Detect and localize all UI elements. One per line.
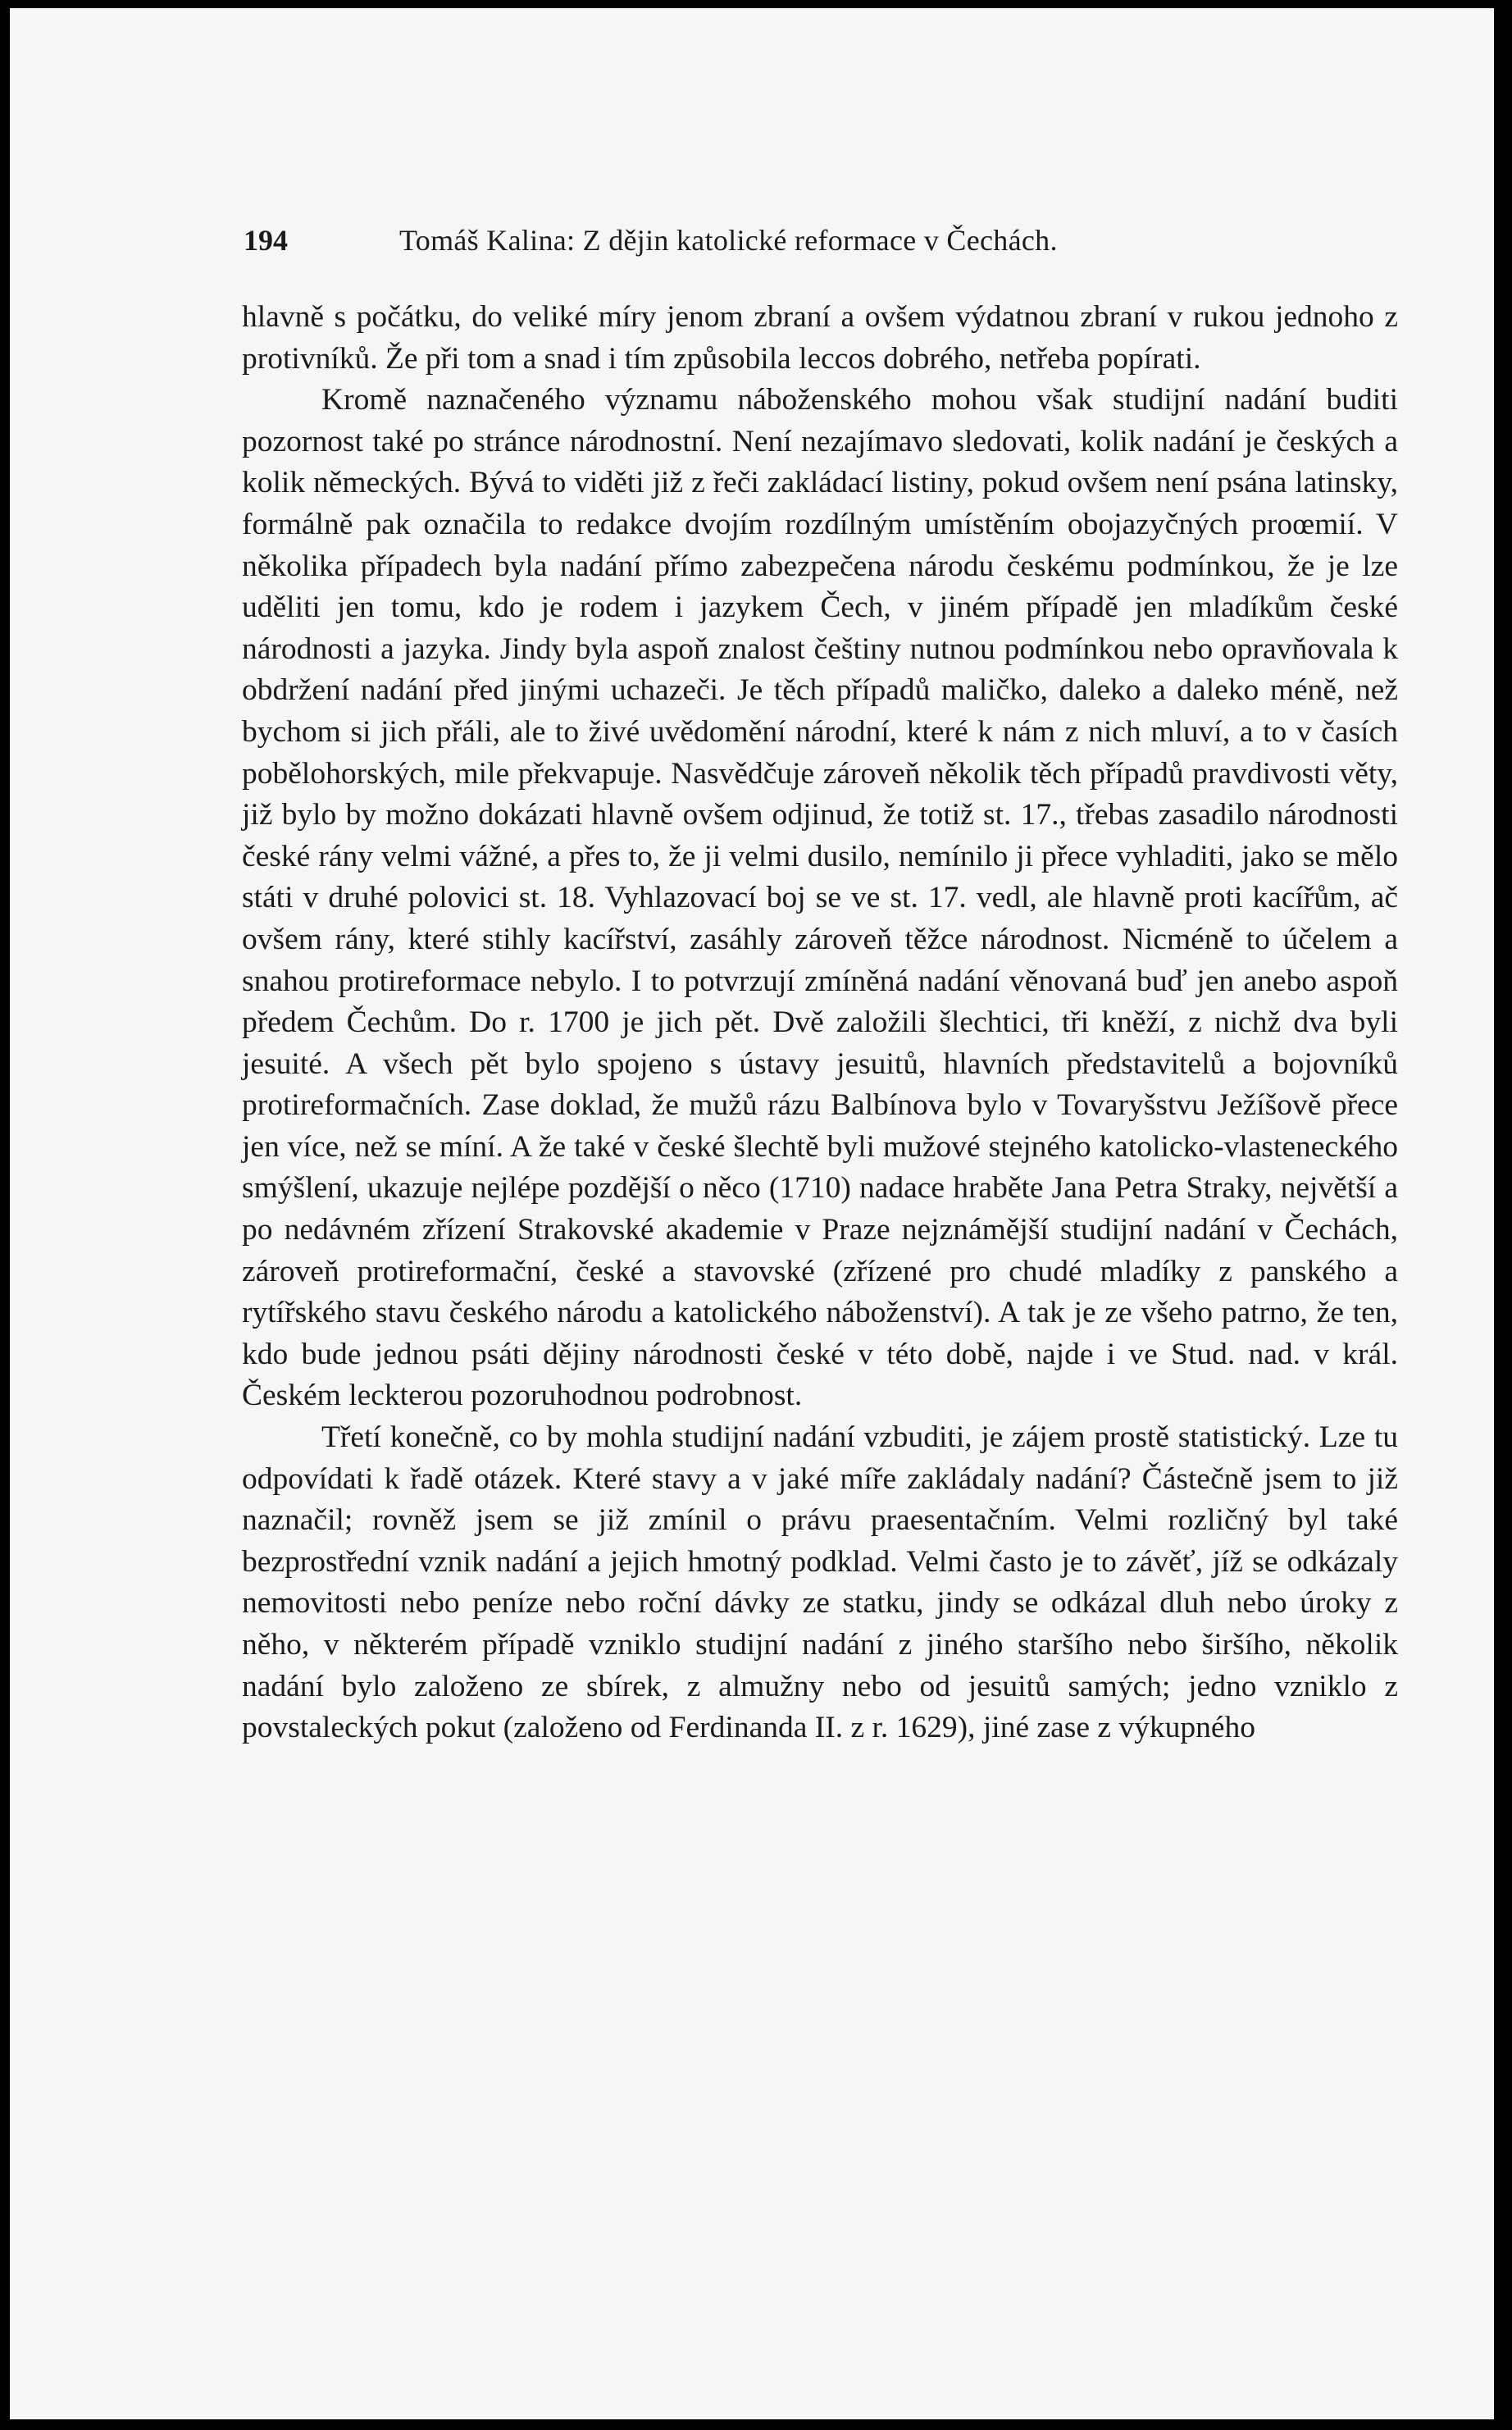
paragraph: Třetí konečně, co by mohla studijní nadání vzbuditi, je zájem prostě statistický. Lze tu odpovídati k řadě otázek. Které stavy a v jaké míře zakládaly nadání? Částečně jsem to již naznačil; rovněž jsem se již zmínil o právu praesentačním. Velmi rozličný byl také bezprostřední vznik nadání a jejich hmotný podklad. Velmi často je to závěť, jíž se odkázaly nemovitosti nebo peníze nebo roční dávky ze statku, jindy se odkázal dluh nebo úroky z něho, v některém případě vzniklo studijní nadání z jiného staršího nebo širšího, několik nadání bylo založeno ze sbírek, z almužny nebo od jesuitů samých; jedno vzniklo z povstaleckých pokut (založeno od Ferdinanda II. z r. 1629), jiné zase z výkupného bbox=[242, 1420, 1398, 1745]
page-header bbox=[244, 223, 1219, 264]
running-title: Tomáš Kalina: Z dějin katolické reformace v Čechách. bbox=[399, 224, 1058, 257]
paragraph: Kromě naznačeného významu náboženského mohou však studijní nadání buditi pozornost také po stránce národnostní. Není nezajímavo sledovati, kolik nadání je českých a kolik německých. Bývá to viděti již z řeči zakládací listiny, pokud ovšem není psána latinsky, formálně pak označila to redakce dvojím rozdílným umístěním obojazyčných proœmií. V několika případech byla nadání přímo zabezpečena národu českému podmínkou, že je lze uděliti jen tomu, kdo je rodem i jazykem Čech, v jiném případě jen mladíkům české národnosti a jazyka. Jindy byla aspoň znalost češtiny nutnou podmínkou nebo opravňovala k obdržení nadání před jinými uchazeči. Je těch případů maličko, daleko a daleko méně, než bychom si jich přáli, ale to živé uvědomění národní, které k nám z nich mluví, a to v časích pobělohorských, mile překvapuje. Nasvědčuje zároveň několik těch případů pravdivosti věty, již bylo by možno dokázati hlavně ovšem odjinud, že totiž st. 17., třebas zasadilo národnosti české rány velmi vážné, a přes to, že ji velmi dusilo, nemínilo ji přece vyhladiti, jako se mělo státi v druhé polovici st. 18. Vyhlazovací boj se ve st. 17. vedl, ale hlavně proti kacířům, ač ovšem rány, které stihly kacířství, zasáhly zároveň těžce národnost. Nicméně to účelem a snahou protireformace nebylo. I to potvrzují zmíněná nadání věnovaná buď jen anebo aspoň předem Čechům. Do r. 1700 je jich pět. Dvě založili šlechtici, tři kněží, z nichž dva byli jesuité. A všech pět bylo spojeno s ústavy jesuitů, hlavních představitelů a bojovníků protireformačních. Zase doklad, že mužů rázu Balbínova bylo v Tovaryšstvu Ježíšově přece jen více, než se míní. A že také v české šlechtě byli mužové stejného katolicko-vlasteneckého smýšlení, ukazuje nejlépe pozdější o něco (1710) nadace hraběte Jana Petra Straky, největší a po nedávném zřízení Strakovské akademie v Praze nejznámější studijní nadání v Čechách, zároveň protireformační, české a stavovské (zřízené pro chudé mladíky z panského a rytířského stavu českého národu a katolického náboženství). A tak je ze všeho patrno, že ten, kdo bude jednou psáti dějiny národnosti české v této době, najde i ve Stud. nad. v král. Českém leckterou pozoruhodnou podrobnost. bbox=[242, 383, 1398, 1413]
book-page bbox=[10, 8, 1494, 2419]
body-text bbox=[242, 297, 1398, 1749]
paragraph: hlavně s počátku, do veliké míry jenom zbraní a ovšem výdatnou zbraní v rukou jednoho z protivníků. Že při tom a snad i tím způsobila leccos dobrého, netřeba popírati. bbox=[242, 300, 1398, 376]
page-number: 194 bbox=[244, 224, 288, 257]
